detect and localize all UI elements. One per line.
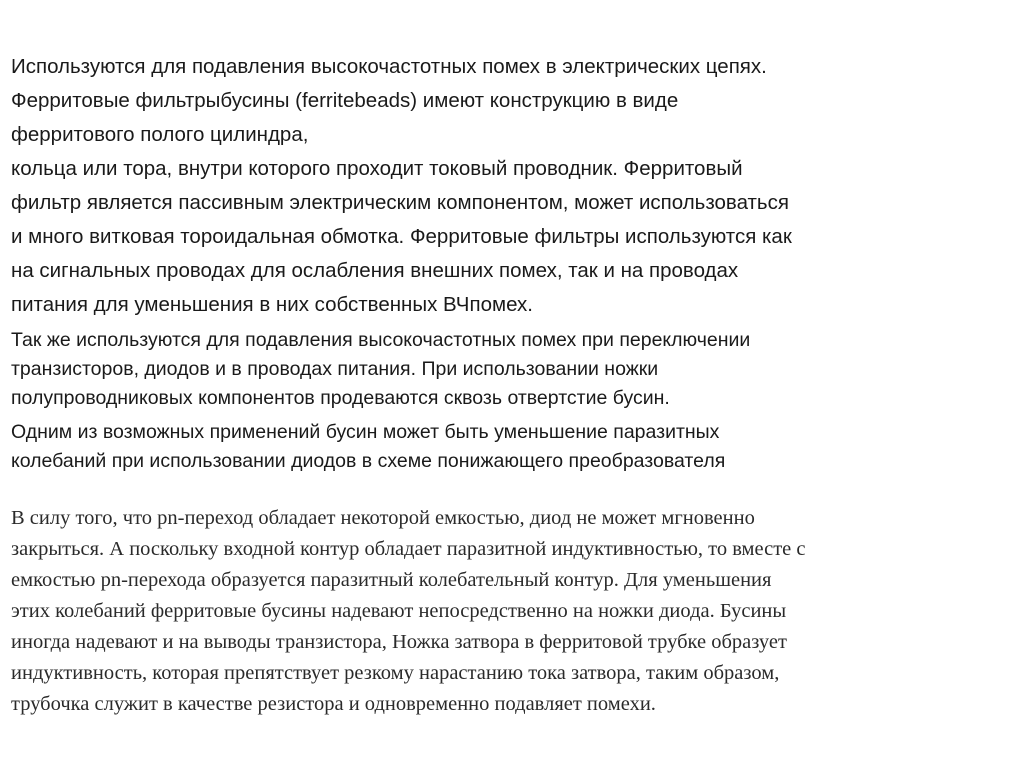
- text-line: емкостью pn-перехода образуется паразитный колебательный контур. Для уменьшения: [11, 569, 772, 591]
- text-line: ферритового полого цилиндра,: [11, 123, 309, 146]
- text-line: Используются для подавления высокочастотных помех в электрических цепях.: [11, 55, 767, 78]
- text-line: В силу того, что pn-переход обладает некоторой емкостью, диод не может мгновенно: [11, 507, 755, 529]
- text-line: иногда надевают и на выводы транзистора, Ножка затвора в ферритовой трубке образует: [11, 631, 787, 653]
- text-line: закрыться. А поскольку входной контур обладает паразитной индуктивностью, то вместе с: [11, 538, 806, 560]
- text-line: Ферритовые фильтрыбусины (ferritebeads) имеют конструкцию в виде: [11, 89, 679, 112]
- text-line: Одним из возможных применений бусин может быть уменьшение паразитных: [11, 421, 720, 443]
- text-line: колебаний при использовании диодов в схеме понижающего преобразователя: [11, 450, 726, 472]
- text-line: индуктивность, которая препятствует резкому нарастанию тока затвора, таким образом,: [11, 662, 780, 684]
- text-line: кольца или тора, внутри которого проходит токовый проводник. Ферритовый: [11, 157, 743, 180]
- text-line: питания для уменьшения в них собственных ВЧпомех.: [11, 293, 533, 316]
- text-line: этих колебаний ферритовые бусины надевают непосредственно на ножки диода. Бусины: [11, 600, 787, 622]
- text-line: полупроводниковых компонентов продеваются сквозь отвертстие бусин.: [11, 387, 670, 409]
- text-line: и много витковая тороидальная обмотка. Ферритовые фильтры используются как: [11, 225, 792, 248]
- text-line: Так же используются для подавления высокочастотных помех при переключении: [11, 329, 751, 351]
- text-line: фильтр является пассивным электрическим компонентом, может использоваться: [11, 191, 789, 214]
- text-line: транзисторов, диодов и в проводах питания. При использовании ножки: [11, 358, 659, 380]
- text-line: трубочка служит в качестве резистора и одновременно подавляет помехи.: [11, 693, 656, 715]
- text-line: на сигнальных проводах для ослабления внешних помех, так и на проводах: [11, 259, 739, 282]
